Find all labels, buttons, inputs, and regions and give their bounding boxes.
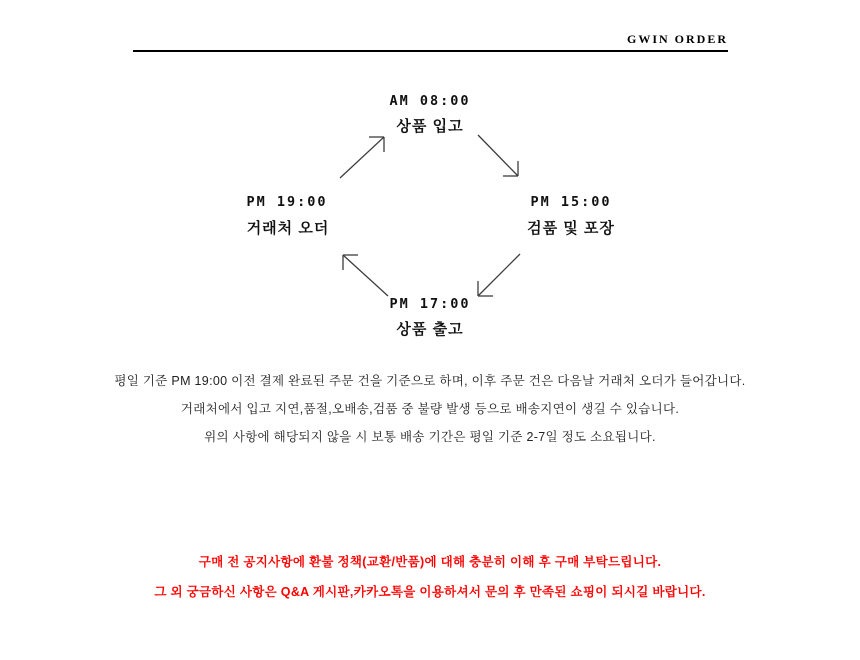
- notice-order-cutoff: 평일 기준 PM 19:00 이전 결제 완료된 주문 건을 기준으로 하며, 이후 주문 건은 다음날 거래처 오더가 들어갑니다.: [114, 374, 746, 388]
- arrow-top-to-right-icon: [478, 135, 518, 176]
- cycle-node-left-time: PM 19:00: [246, 194, 328, 210]
- notice-delivery-period: 위의 사항에 해당되지 않을 시 보통 배송 기간은 평일 기준 2-7일 정도 소요됩니다.: [204, 430, 656, 444]
- cycle-node-top-time: AM 08:00: [389, 93, 471, 109]
- warning-qna-contact: 그 외 궁금하신 사항은 Q&A 게시판,카카오톡을 이용하셔서 문의 후 만족된 쇼핑이 되시길 바랍니다.: [154, 585, 706, 599]
- cycle-node-right-label: 검품 및 포장: [527, 220, 615, 237]
- arrow-right-to-bottom-icon: [478, 254, 520, 296]
- cycle-node-right-time: PM 15:00: [530, 194, 612, 210]
- cycle-node-bottom-time: PM 17:00: [389, 296, 471, 312]
- arrow-left-to-top-icon: [340, 137, 384, 178]
- cycle-node-top-label: 상품 입고: [396, 118, 464, 135]
- warning-refund-policy: 구매 전 공지사항에 환불 정책(교환/반품)에 대해 충분히 이해 후 구매 부탁드립니다.: [198, 555, 662, 569]
- notice-delay-causes: 거래처에서 입고 지연,품절,오배송,검품 중 불량 발생 등으로 배송지연이 생길 수 있습니다.: [180, 402, 680, 416]
- header-rule: [133, 30, 728, 52]
- arrow-bottom-to-left-icon: [343, 255, 388, 296]
- cycle-node-bottom-label: 상품 출고: [396, 321, 464, 338]
- cycle-node-left-label: 거래처 오더: [246, 220, 330, 237]
- page-title: GWIN ORDER: [626, 32, 728, 46]
